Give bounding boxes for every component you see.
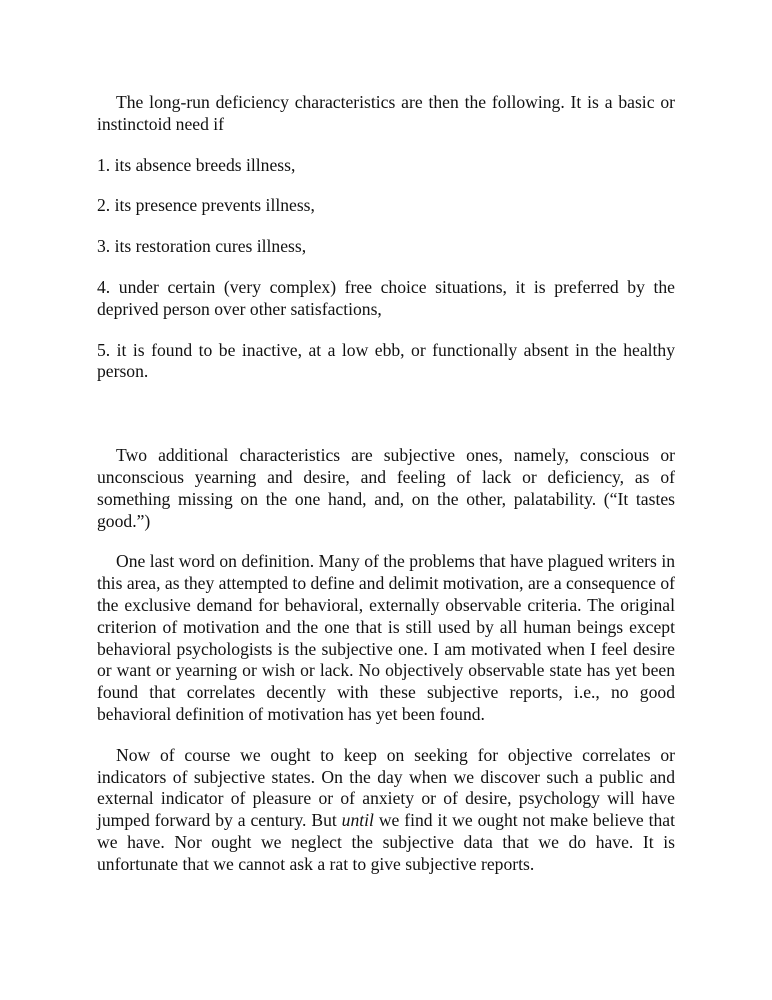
definition-paragraph: One last word on definition. Many of the problems that have plagued writers in this area, as they attempted to define and delimit motivation, are a consequence of the exclusive demand for behavioral, externally observable criteria. The original criterion of motivation and the one that is still used by all human beings except behavioral psychologists is the subjective one. I am motivated when I feel desire or want or yearning or wish or lack. No objectively observable state has yet been found that correlates decently with these subjective reports, i.e., no good behavioral definition of motivation has yet been found.: [97, 551, 675, 724]
subjective-paragraph: Two additional characteristics are subjective ones, namely, conscious or unconscious yearning and desire, and feeling of lack or deficiency, as of something missing on the one hand, and, on the other, palatability. (“It tastes good.”): [97, 445, 675, 531]
objective-paragraph: [97, 745, 675, 876]
objective-text-before: Now of course we ought to keep on seeking for objective correlates or indicators of subjective states. On the day when we discover such a public and external indicator of pleasure or of anxiety or of desire, psychology will have jumped forward by a century. But: [97, 744, 675, 831]
list-item-3: 3. its restoration cures illness,: [97, 236, 307, 257]
intro-paragraph: The long-run deficiency characteristics are then the following. It is a basic or instinctoid need if: [97, 92, 675, 134]
objective-text-emphasis: until: [341, 810, 374, 831]
list-item-5: 5. it is found to be inactive, at a low ebb, or functionally absent in the healthy person.: [97, 339, 675, 382]
objective-text-after: we find it we ought not make believe that we have. Nor ought we neglect the subjective data that we do have. It is unfortunate that we cannot ask a rat to give subjective reports.: [97, 810, 675, 874]
document-page: [97, 92, 675, 876]
list-item-4: 4. under certain (very complex) free choice situations, it is preferred by the deprived person over other satisfactions,: [97, 276, 675, 319]
list-item-2: 2. its presence prevents illness,: [97, 195, 315, 216]
list-item-1: 1. its absence breeds illness,: [97, 154, 296, 175]
